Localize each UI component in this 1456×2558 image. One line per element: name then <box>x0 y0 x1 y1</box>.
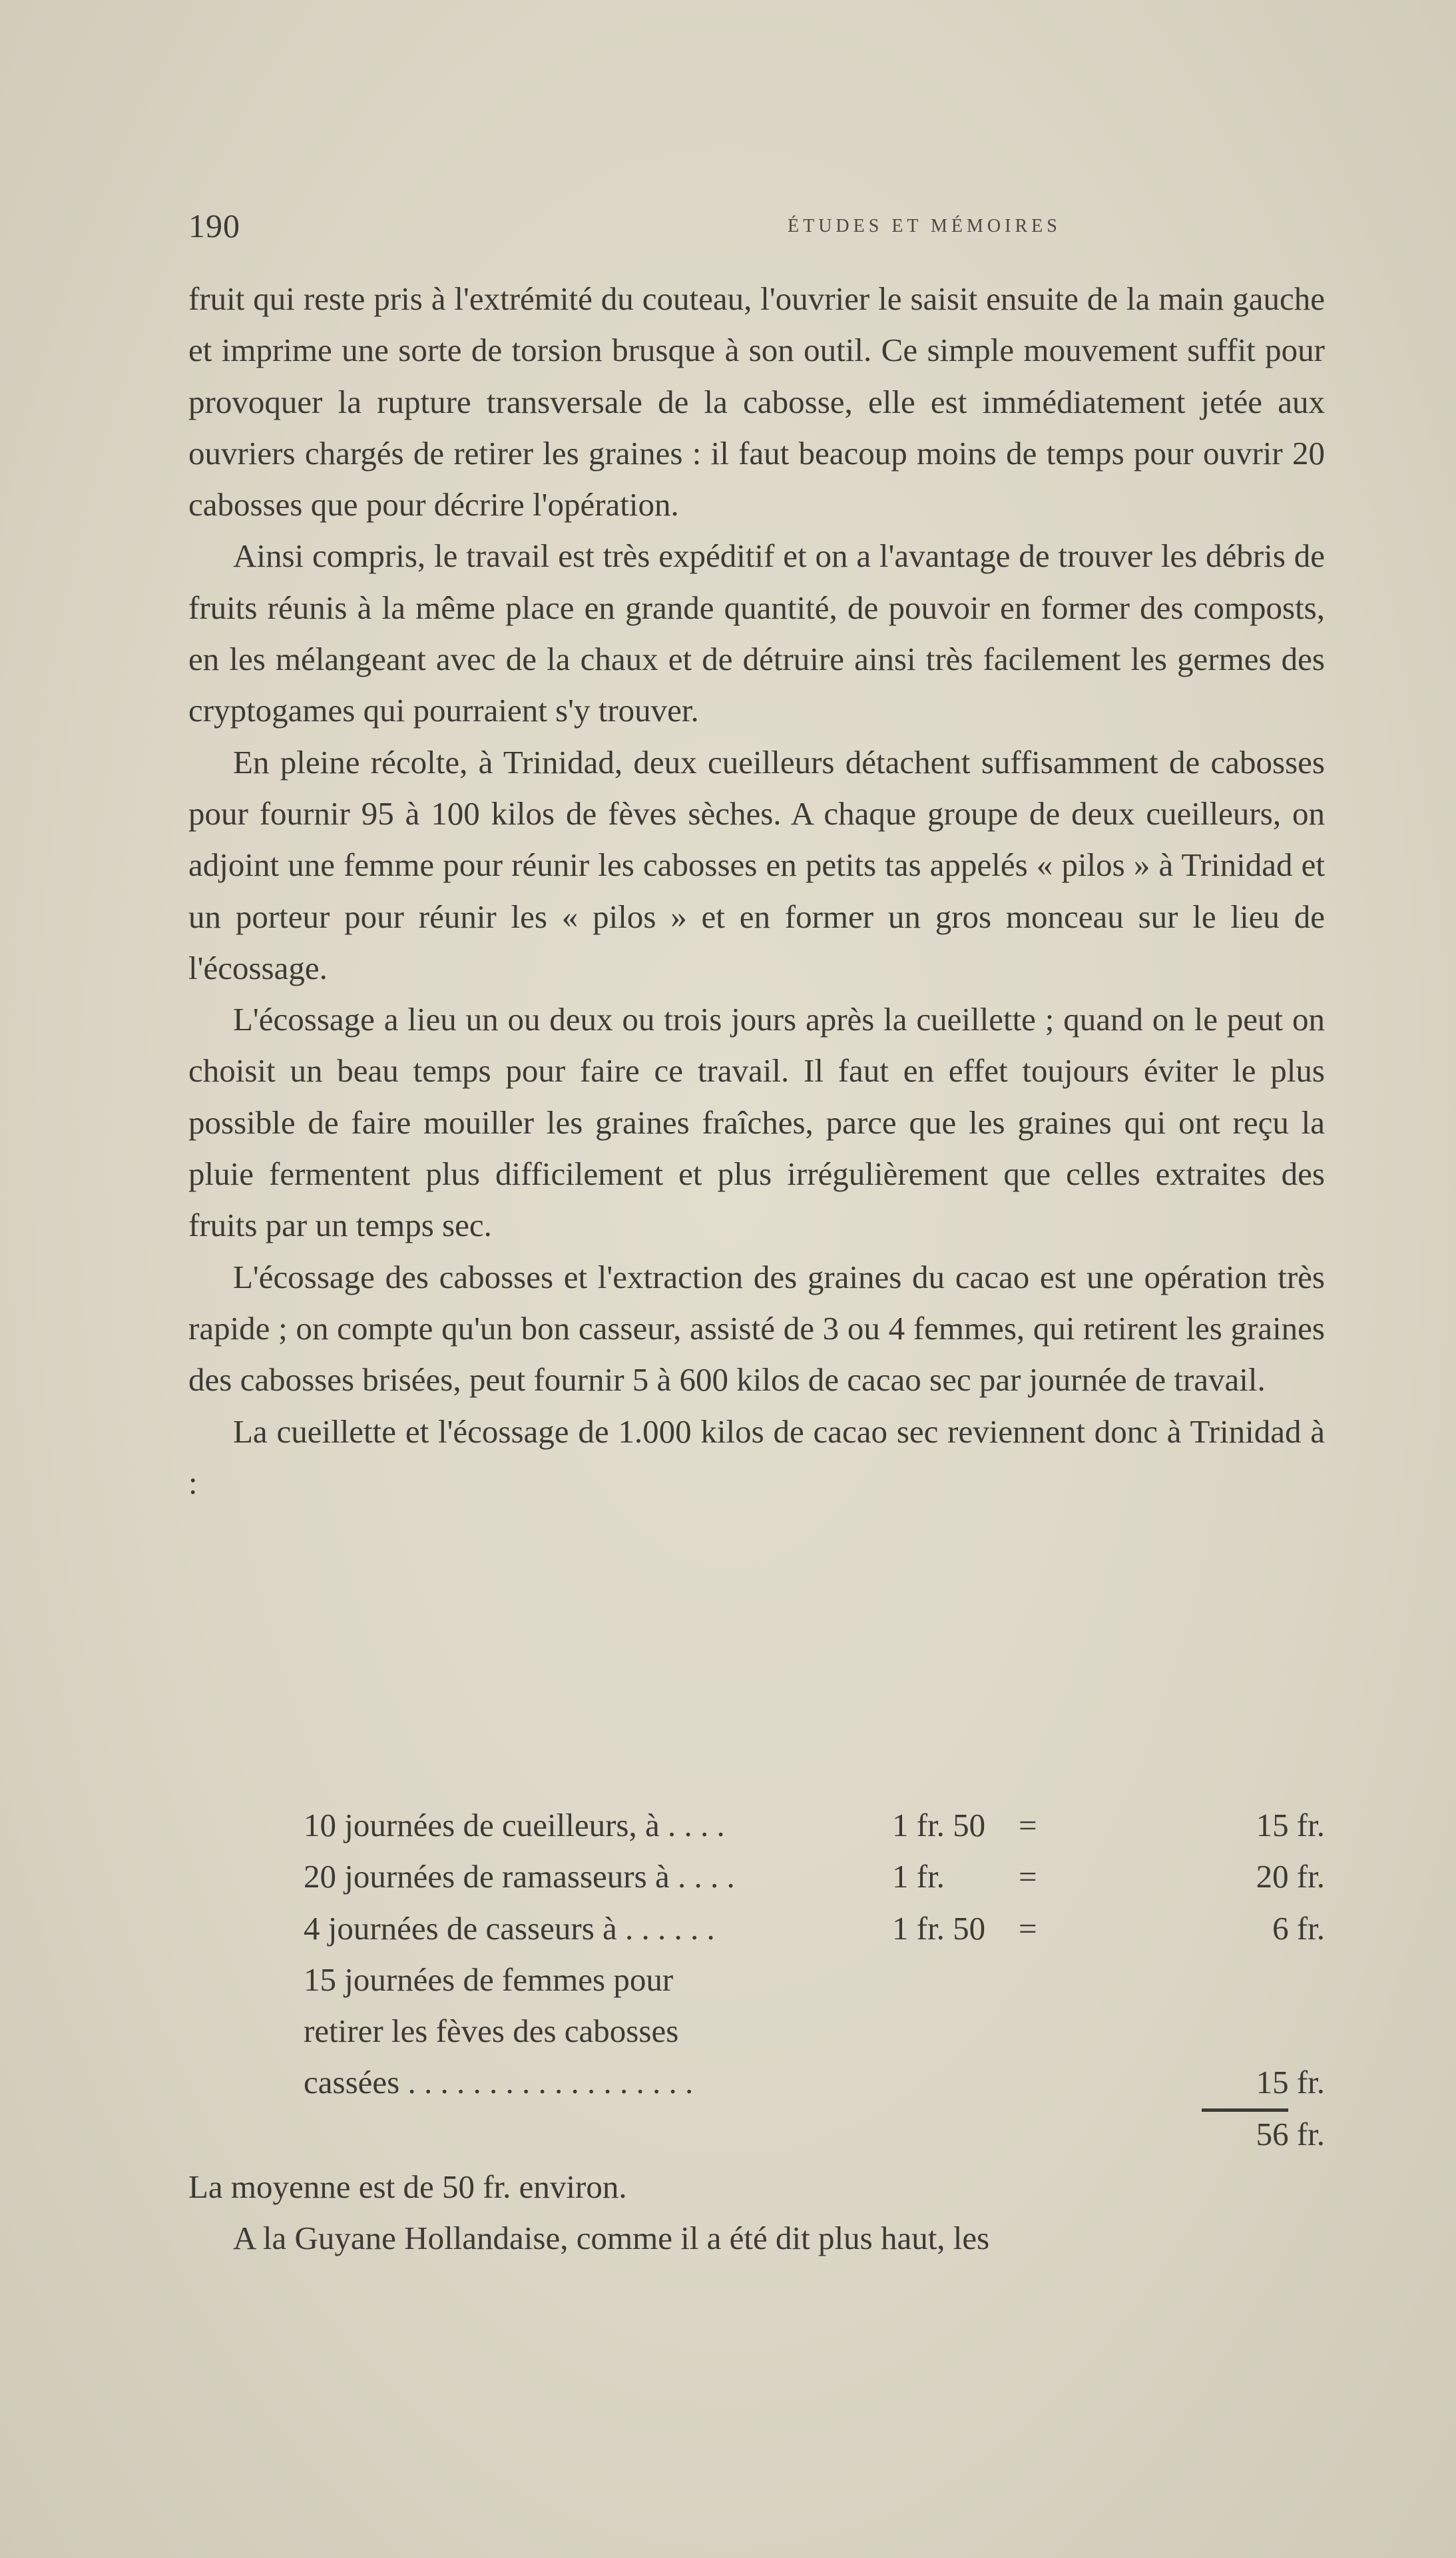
cost-amount: 20 fr. <box>1256 1858 1325 1895</box>
body-text <box>188 273 1325 1508</box>
cost-description: 20 journées de ramasseurs à . . . . <box>304 1858 735 1895</box>
page-number: 190 <box>188 207 240 244</box>
cost-row-cueilleurs <box>188 1799 1325 1851</box>
paragraph-4: L'écossage a lieu un ou deux ou trois jours après la cueillette ; quand on le peut on choisit un beau temps pour faire ce travail. Il faut en effet toujours éviter le plus possible de faire mouiller les graines fraîches, parce que les graines qui ont reçu la pluie fermentent plus difficilement et plus irrégulièrement que celles extraites des fruits par un temps sec. <box>188 1001 1325 1244</box>
page-header <box>188 206 1320 253</box>
cost-rate: 1 fr. <box>892 1858 945 1895</box>
cost-rate: 1 fr. 50 <box>892 1807 986 1843</box>
cost-total: 56 fr. <box>1256 2115 1325 2152</box>
guyane-line: A la Guyane Hollandaise, comme il a été dit plus haut, les <box>233 2220 990 2257</box>
paragraph-1: fruit qui reste pris à l'extrémité du couteau, l'ouvrier le saisit ensuite de la main gauche et imprime une sorte de torsion brusque à son outil. Ce simple mouvement suffit pour provoquer la rupture transversale de la cabosse, elle est immédiatement jetée aux ouvriers chargés de retirer les graines : il faut beacoup moins de temps pour ouvrir 20 cabosses que pour décrire l'opération. <box>188 280 1325 523</box>
running-title: ÉTUDES ET MÉMOIRES <box>788 216 1061 236</box>
cost-row-total <box>188 2108 1325 2160</box>
cost-description: 10 journées de cueilleurs, à . . . . <box>304 1807 725 1843</box>
cost-row-ramasseurs <box>188 1851 1325 1902</box>
cost-row-casseurs <box>188 1903 1325 1954</box>
paragraph-3: En pleine récolte, à Trinidad, deux cueilleurs détachent suffisamment de cabosses pour fournir 95 à 100 kilos de fèves sèches. A chaque groupe de deux cueilleurs, on adjoint une femme pour réunir les cabosses en petits tas appelés « pilos » à Trinidad et un porteur pour réunir les « pilos » et en former un gros monceau sur le lieu de l'écossage. <box>188 743 1325 986</box>
cost-amount: 6 fr. <box>1272 1909 1325 1947</box>
summary-text <box>188 2161 1325 2264</box>
cost-description: 15 journées de femmes pour retirer les fèves des cabosses cassées . . . . . . . . . . . . . . . . . . <box>304 1961 694 2101</box>
equals-sign: = <box>1019 1807 1037 1843</box>
paragraph-2: Ainsi compris, le travail est très expéditif et on a l'avantage de trouver les débris de fruits réunis à la même place en grande quantité, de pouvoir en former des composts, en les mélangeant avec de la chaux et de détruire ainsi très facilement les germes des cryptogames qui pourraient s'y trouver. <box>188 537 1325 729</box>
cost-row-femmes <box>188 1954 1325 2108</box>
cost-table <box>188 1799 1325 2160</box>
paragraph-6: La cueillette et l'écossage de 1.000 kilos de cacao sec reviennent donc à Trinidad à : <box>188 1413 1325 1501</box>
average-line: La moyenne est de 50 fr. environ. <box>188 2168 627 2205</box>
equals-sign: = <box>1019 1858 1037 1895</box>
equals-sign: = <box>1019 1909 1037 1947</box>
cost-amount: 15 fr. <box>1256 1807 1325 1843</box>
paragraph-5: L'écossage des cabosses et l'extraction des graines du cacao est une opération très rapide ; on compte qu'un bon casseur, assisté de 3 ou 4 femmes, qui retirent les graines des cabosses brisées, peut fournir 5 à 600 kilos de cacao sec par journée de travail. <box>188 1258 1325 1399</box>
cost-amount: 15 fr. <box>1256 2064 1325 2101</box>
cost-rate: 1 fr. 50 <box>892 1909 986 1947</box>
cost-description: 4 journées de casseurs à . . . . . . <box>304 1909 715 1947</box>
